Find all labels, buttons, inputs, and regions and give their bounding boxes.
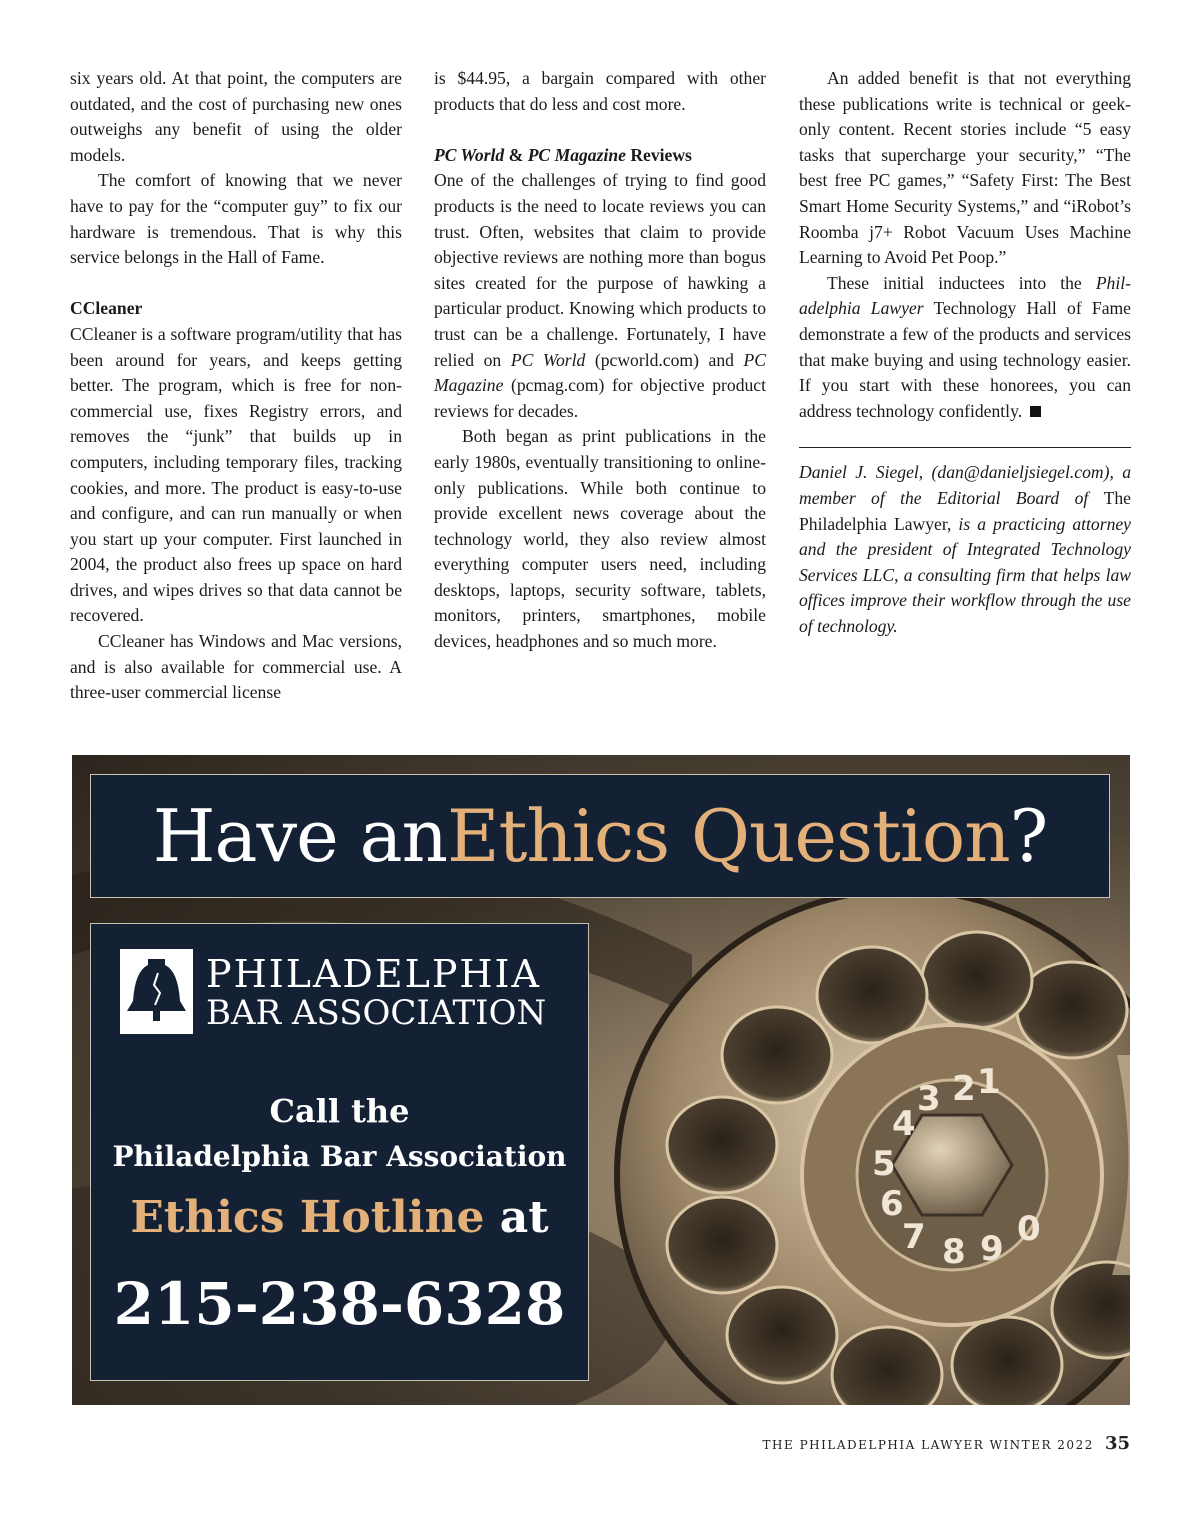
logo-line-1: PHILADELPHIA <box>206 952 541 996</box>
paragraph: One of the challenges of trying to find good products is the need to locate reviews you can trust. Often, websites that claim to provide objective reviews are nothing more than bogus sites created for the purpose of hawking a particular product. Knowing which products to trust can be a challenge. Fortunately, I have relied on PC World (pcworld.com) and PC Magazine (pcmag.com) for objective product reviews for decades. <box>434 170 766 421</box>
svg-text:3: 3 <box>917 1079 941 1119</box>
svg-text:6: 6 <box>880 1184 904 1224</box>
paragraph: These initial inductees into the Philadelphia Lawyer Technology Hall of Fame demonstrate a few of the products and services that make buying and using technology easier. If you start with these honorees, you can address technology confidently. <box>799 272 1131 421</box>
svg-text:1: 1 <box>977 1062 1001 1102</box>
liberty-bell-logo <box>120 949 193 1034</box>
paragraph: CCleaner is a software program/utility that has been around for years, and keeps getting better. The program, which is free for non-commercial use, fixes Registry errors, and removes the “junk” that builds up in computers, including temporary files, tracking cookies, and more. The product is easy-to-use and configure, and can run manually or when you start up your computer. First launched in 2004, the product also frees up space on hard drives, and wipes drives so that data cannot be recovered. <box>70 323 402 626</box>
paragraph: The comfort of knowing that we never have to pay for the “computer guy” to fix our hardware is tremendous. That is why this service belongs in the Hall of Fame. <box>70 170 402 268</box>
page-footer <box>763 1433 1130 1454</box>
article-column-3 <box>799 66 1131 639</box>
section-heading-ccleaner: CCleaner <box>70 298 143 319</box>
paragraph: An added benefit is that not everything these publications write is technical or geek-only content. Recent stories include “5 easy tasks that supercharge your security,” “The best free PC games,” “Safety First: The Best Smart Home Security Systems,” and “iRobot’s Roomba j7+ Robot Vacuum Uses Machine Learning to Avoid Pet Poop.” <box>799 68 1131 268</box>
paragraph: six years old. At that point, the computers are outdated, and the cost of purchasing new ones outweighs any benefit of using the older models. <box>70 68 402 165</box>
ethics-hotline-advertisement <box>72 755 1130 1405</box>
svg-text:8: 8 <box>942 1232 966 1272</box>
ad-info-box <box>90 923 589 1381</box>
page-number: 35 <box>1104 1433 1130 1454</box>
svg-text:4: 4 <box>892 1104 916 1144</box>
paragraph: Both began as print publications in the early 1980s, eventually transitioning to online-only publications. While both continue to provide excellent news coverage about the technology world, they also review almost everything computer users need, including desktops, laptops, security software, tablets, monitors, printers, smartphones, mobile devices, headphones and so much more. <box>434 426 766 652</box>
section-heading-reviews: PC World & PC Magazine Reviews <box>434 144 692 165</box>
article-column-1 <box>70 66 402 706</box>
svg-text:9: 9 <box>980 1229 1004 1269</box>
logo-line-2: BAR ASSOCIATION <box>206 993 547 1033</box>
call-line-2: Philadelphia Bar Association <box>112 1140 567 1173</box>
end-of-article-mark <box>1030 406 1041 417</box>
publication-title: THE PHILADELPHIA LAWYER WINTER 2022 <box>762 1438 1094 1452</box>
divider <box>799 447 1131 448</box>
svg-text:2: 2 <box>952 1069 976 1109</box>
author-bio: Daniel J. Siegel, (dan@danieljsiegel.com), a member of the Editorial Board of The Philadelphia Lawyer, is a practicing attorney and the president of Integrated Technology Services LLC, a consulting firm that helps law offices improve their workflow through the use of technology. <box>799 462 1131 636</box>
svg-text:7: 7 <box>902 1217 926 1257</box>
paragraph: is $44.95, a bargain compared with other products that do less and cost more. <box>434 68 766 114</box>
hotline-phone-number: 215-238-6328 <box>113 1270 566 1338</box>
ad-headline: Have an Ethics Question ? <box>90 774 1110 898</box>
paragraph: CCleaner has Windows and Mac versions, and is also available for commercial use. A three-user commercial license <box>70 631 402 703</box>
ethics-hotline-label: Ethics Hotline at <box>130 1192 549 1243</box>
svg-text:0: 0 <box>1017 1209 1041 1249</box>
svg-text:5: 5 <box>872 1144 896 1184</box>
call-line-1: Call the <box>269 1092 410 1130</box>
article-column-2 <box>434 66 766 655</box>
